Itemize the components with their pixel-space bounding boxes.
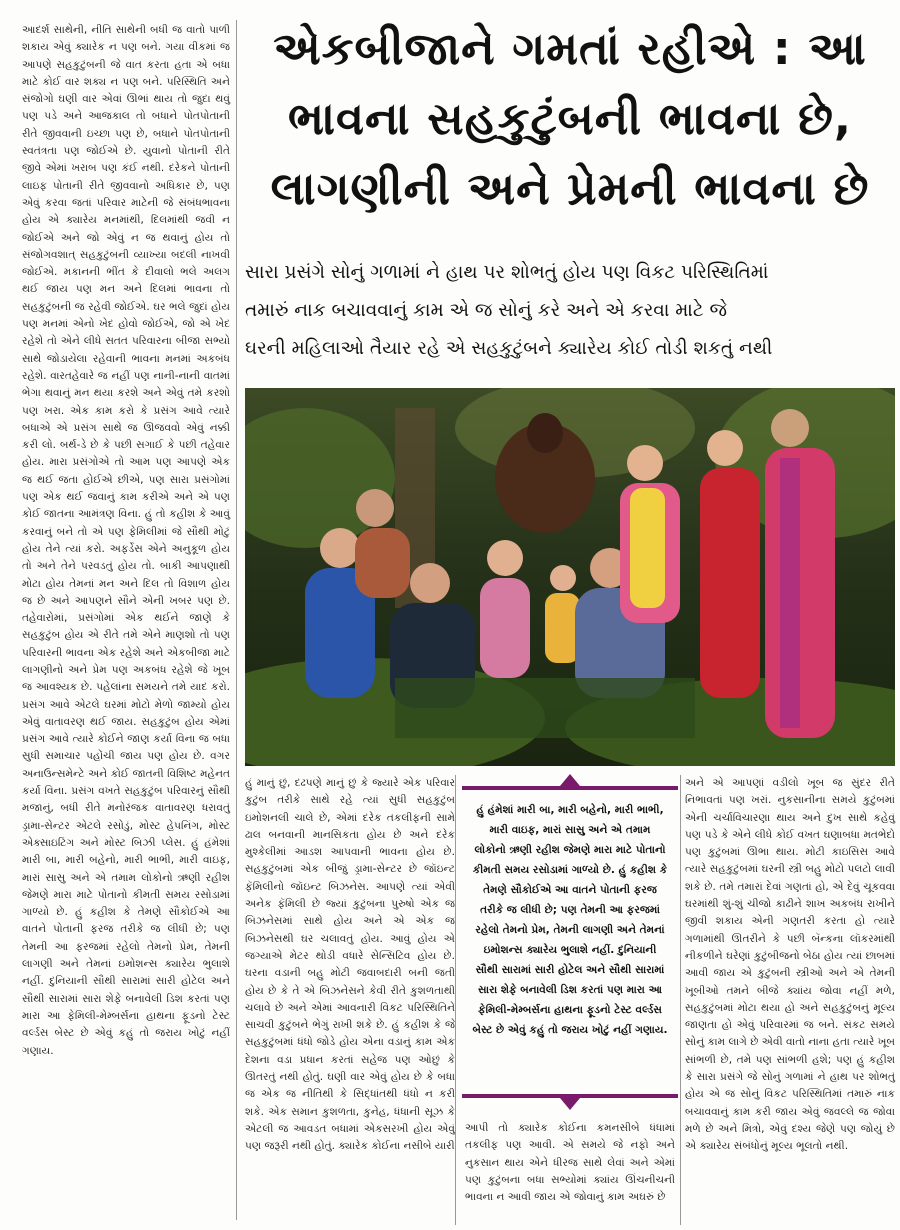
subheadline-line-2: તમારું નાક બચાવવાનું કામ એ જ સોનું કરે અને એ કરવા માટે જે: [245, 300, 727, 321]
article-column-4: [685, 775, 895, 1156]
column-rule: [680, 775, 681, 1225]
article-text-col3: આપી તો ક્યારેક કોઈના કમનસીબે ધંધામાં તકલીફ પણ આવી. એ સમયે જે નફો અને નુકસાન થાય એને ધીરજ સાથે લેવાં અને એમાં પણ કુટુંબના બધા સભ્યોમાં ક્યાંય ઊંચનીચની ભાવના ન આવી જાય એ જોવાનું કામ અઘરું છે: [465, 1122, 675, 1204]
article-column-2: [245, 775, 455, 1156]
article-column-3: [465, 1120, 675, 1206]
family-group-photo: [245, 388, 895, 766]
article-text-col1: આદર્શ સાથેની, નીતિ સાથેની બધી જ વાતો પાળી શકાય એવું ક્યારેક ન પણ બને. ગયા વીકમાં જ આપણે સહકુટુંબની જે વાત કરતા હતા એ બધા માટે કોઈ વાર શક્ય ન પણ બને. પરિસ્થિતિ અને સંજોગો ઘણી વાર એવાં ઊભાં થાય તો જુદા થવું પણ પડે અને આજકાલ તો બધાને પોતપોતાની રીતે જીવવાની ઇચ્છા પણ છે, બધાને પોતપોતાની સ્વતંત્રતા પણ જોઈએ છે. યુવાનો પોતાની રીતે જીવે એમાં ખરાબ પણ કંઈ નથી. દરેકને પોતાની લાઇફ પોતાની રીતે જીવવાનો અધિકાર છે, પણ એવું કરવા જતાં પરિવાર માટેની જે સંબંધભાવના હોય એ ક્યારેય મનમાંથી, દિલમાંથી જવી ન જોઈએ અને જો એવું ન જ થવાનું હોય તો સંજોગવશાત્ સહકુટુંબની વ્યાખ્યા બદલી નાખવી જોઈએ. મકાનની ભીંત કે દીવાલો ભલે અલગ થઈ જાય પણ મન અને દિલમાં ભાવના તો સહકુટુંબની જ રહેવી જોઈએ. ઘર ભલે જુદાં હોય પણ મનમાં એનો ખેદ હોવો જોઈએ, જો એ ખેદ રહેશે તો એને લીધે સતત પરિવારના બીજા સભ્યો સાથે જોડાયેલા રહેવાની ભાવના મનમાં અકબંધ રહેશે. વારતહેવારે જ નહીં પણ નાની-નાની વાતમાં ભેગા થવાનું મન થયા કરશે અને એવું તમે કરશો પણ ખરા. એક કામ કરો કે પ્રસંગ આવે ત્યારે બધાએ એ પ્રસંગ સાથે જ ઊજવવો એવું નક્કી કરી લો. બર્થ-ડે છે કે પછી સગાઈ કે પછી તહેવાર હોય. મારા પ્રસંગોએ તો આમ પણ આપણે એક જ થઈ જતા હોઈએ છીએ, પણ સારા પ્રસંગોમાં પણ એક થઈ જવાનું કામ કરીએ અને એ પણ કોઈ જાતના આમંત્રણ વિના. હું તો કહીશ કે આવું કરવાનું બને તો એ પણ ફેમિલીમાં જે સૌથી મોટું હોય તેને ત્યાં કરો. અફર્ડેસ એને અનુકૂળ હોય તો અને તેને પરવડતું હોય તો. બાકી આપણાથી મોટા હોય તેમનાં મન અને દિલ તો વિશાળ હોય જ છે અને આપણને સૌને એની ખબર પણ છે. તહેવારોમાં, પ્રસંગોમાં એક થઈને જાણે કે સહકુટુંબ હોય એ રીતે તમે એને માણશો તો પણ પરિવારની ભાવના એક રહેશે અને એકબીજા માટે લાગણીનો અને પ્રેમ પણ અકબંધ રહેશે જે ખૂબ જ આવશ્યક છે. પહેલાંના સમયને તમે યાદ કરો. પ્રસંગ આવે એટલે ઘરમાં મોટો મેળો જામ્યો હોય એવું વાતાવરણ થઈ જાય. સહકુટુંબ હોય એમાં પ્રસંગ આવે ત્યારે કોઈને જાણ કર્યા વિના જ બધા સુધી સમાચાર પહોંચી જાય પણ હોય છે. વગર અનાઉન્સમેન્ટે અને કોઈ જાતની વિશિષ્ટ મહેનત કર્યા વિના. પ્રસંગ વખતે સહકુટુંબ પરિવારનું સૌથી મજાનું, બધી રીતે મનોરંજક વાતાવરણ ધરાવતું ડ્રામા-સેન્ટર એટલે રસોડું, મોસ્ટ હેપનિંગ, મોસ્ટ એક્સાઇટિંગ અને મોસ્ટ બિઝી પ્લેસ. હું હંમેશાં મારી બા, મારી બહેનો, મારી ભાભી, મારી વાઇફ, મારાં સાસુ અને એ તમામ લોકોનો ઋણી રહીશ જેમણે મારા માટે પોતાનો કીમતી સમય રસોડામાં ગાળ્યો છે. હું કહીશ કે તેમણે સૌકોઈએ આ વાતને પોતાની ફરજ તરીકે જ લીધી છે; પણ તેમની આ ફરજમાં રહેલો તેમનો પ્રેમ, તેમની લાગણી અને તેમનાં ઇમોશન્સ ક્યારેય ભુલાશે નહીં. દુનિયાની સૌથી સારામાં સારી હોટેલ અને સૌથી સારામાં સારા શેફે બનાવેલી ડિશ કરતાં પણ મારા આ ફેમિલી-મેમ્બર્સના હાથના ફૂડનો ટેસ્ટ વર્લ્ડસ બેસ્ટ છે એવું કહું તો જરાય ખોટું નહીં ગણાય.: [22, 24, 230, 1057]
article-text-col4: અને એ આપણાં વડીલો ખૂબ જ સુંદર રીતે નિભાવતાં પણ ખરાં. નુકસાનીના સમયે કુટુંબમાં એની ચર્ચાવિચારણા થાય અને દુખ સાથે કહેવું પણ પડે કે એને લીધે કોઈ વખત ઘણાબધા મતભેદો પણ કુટુંબમાં ઊભા થાય. મોટી કાઇસિસ આવે ત્યારે સહકુટુંબમાં ઘરની સ્ત્રી બહુ મોટો પલટો લાવી શકે છે. તમે તમારાં દેવાં ગણતાં હો, એ દેવું ચૂકવવા ઘરમાંથી શું-શું ચીજો કાઢીને શાખ અકબંધ રાખીને જીવી શકાય એની ગણતરી કરતા હો ત્યારે ગળામાંથી ઊતરીને કે પછી બૅન્કના લૉકરમાંથી નીકળીને ઘરેણાં કુટુંબીજનો બેઠા હોય ત્યાં છાબમાં આવી જાય એ કુટુંબની સ્ત્રીઓ અને એ તેમની ખૂબીઓ તમને બીજે ક્યાંય જોવા નહીં મળે, સહકુટુંબમાં મોટા થયા હો અને સહકુટુંબનું મૂલ્ય જાણતા હો એવું પરિવારમાં જ બને. સંકટ સમયે સોનું કામ લાગે છે એવી વાતો નાના હતા ત્યારે ખૂબ સાંભળી છે, તમે પણ સાંભળી હશે; પણ હું કહીશ કે સારા પ્રસંગે જે સોનું ગળામાં ને હાથ પર શોભતું હોય એ જ સોનું વિકટ પરિસ્થિતિમાં તમારું નાક બચાવવાનું કામ કરી જાય એવું જવલ્લે જ જોવા મળે છે અને મિત્રો, એવું દશ્ય જેણે પણ જોયું છે એ ક્યારેય સંબંધોનું મૂલ્ય ભૂલતો નથી.: [685, 777, 895, 1153]
column-rule: [236, 20, 237, 1220]
subheadline-line-3: ઘરની મહિલાઓ તૈયાર રહે એ સહકુટુંબને ક્યારેય કોઈ તોડી શકતું નથી: [245, 338, 773, 359]
headline-line-3: લાગણીની અને પ્રેમની ભાવના છે: [270, 162, 870, 215]
article-text-col2: હું માનું છું, દઢપણે માનું છું કે જ્યારે એક પરિવાર કુટુંબ તરીકે સાથે રહે ત્યાં સુધી સહકુટુંબ ઇમોશનલી ચાલે છે, એમાં દરેક તકલીફની સામે ઢાલ બનવાની માનસિકતા હોય છે અને દરેક મુશ્કેલીમાં આડશ આપવાની ભાવના હોય છે. સહકુટુંબમાં એક બીજું ડ્રામા-સેન્ટર છે જૉઇન્ટ ફૅમિલીનો જૉઇન્ટ બિઝનેસ. આપણે ત્યાં એવી અનેક ફૅમિલી છે જ્યાં કુટુંબના પુરુષો એક જ બિઝનેસમાં સાથે હોય અને એ એક જ બિઝનેસથી ઘર ચલાવતું હોય. આવું હોય એ જગ્યાએ મેટર થોડી વધારે સેન્સિટિવ હોય છે. ઘરના વડાની બહુ મોટી જવાબદારી બની જતી હોય છે કે તે એ બિઝનેસને કેવી રીતે કુશળતાથી ચલાવે છે અને એમાં આવનારી વિકટ પરિસ્થિતિને સાચવી કુટુંબને ભેગું રાખી શકે છે. હું કહીશ કે જે સહકુટુંબમાં ધંધો જોડે હોય એના વડાનું કામ એક દેશના વડા પ્રધાન કરતાં સહેજ પણ ઓછું કે ઊતરતું નથી હોતું. ઘણી વાર એવું હોય છે કે બધા જ એક જ નીતિથી કે સિદ્ધાંતથી ધંધો ન કરી શકે. એક સમાન કુશળતા, કુનેહ, ધંધાની સૂઝ કે એટલી જ આવડત બધામાં એકસરખી હોય એવું પણ જરૂરી નથી હોતું. ક્યારેક કોઈના નસીબે યારી: [245, 777, 455, 1153]
subheadline-line-1: સારા પ્રસંગે સોનું ગળામાં ને હાથ પર શોભતું હોય પણ વિકટ પરિસ્થિતિમાં: [245, 262, 769, 283]
family-photo-illustration: [245, 388, 895, 766]
pull-quote-text: હું હંમેશાં મારી બા, મારી બહેનો, મારી ભાભી, મારી વાઇફ, મારાં સાસુ અને એ તમામ લોકોનો ઋણી રહીશ જેમણે મારા માટે પોતાનો કીમતી સમય રસોડામાં ગાળ્યો છે. હું કહીશ કે તેમણે સૌકોઈએ આ વાતને પોતાની ફરજ તરીકે જ લીધી છે; પણ તેમની આ ફરજમાં રહેલો તેમનો પ્રેમ, તેમની લાગણી અને તેમનાં ઇમોશન્સ ક્યારેય ભુલાશે નહીં. દુનિયાની સૌથી સારામાં સારી હોટેલ અને સૌથી સારામાં સારા શેફે બનાવેલી ડિશ કરતાં પણ મારા આ ફેમિલી-મેમ્બર્સના હાથના ફૂડનો ટેસ્ટ વર્લ્ડસ બેસ્ટ છે એવું કહું તો જરાય ખોટું નહીં ગણાય.: [472, 804, 668, 1036]
column-rule: [455, 775, 456, 1225]
article-column-1: [22, 22, 230, 1060]
headline-line-2: ભાવના સહકુટુંબની ભાવના છે,: [287, 92, 853, 145]
headline-line-1: એકબીજાને ગમતાં રહીએ : આ: [273, 22, 867, 75]
